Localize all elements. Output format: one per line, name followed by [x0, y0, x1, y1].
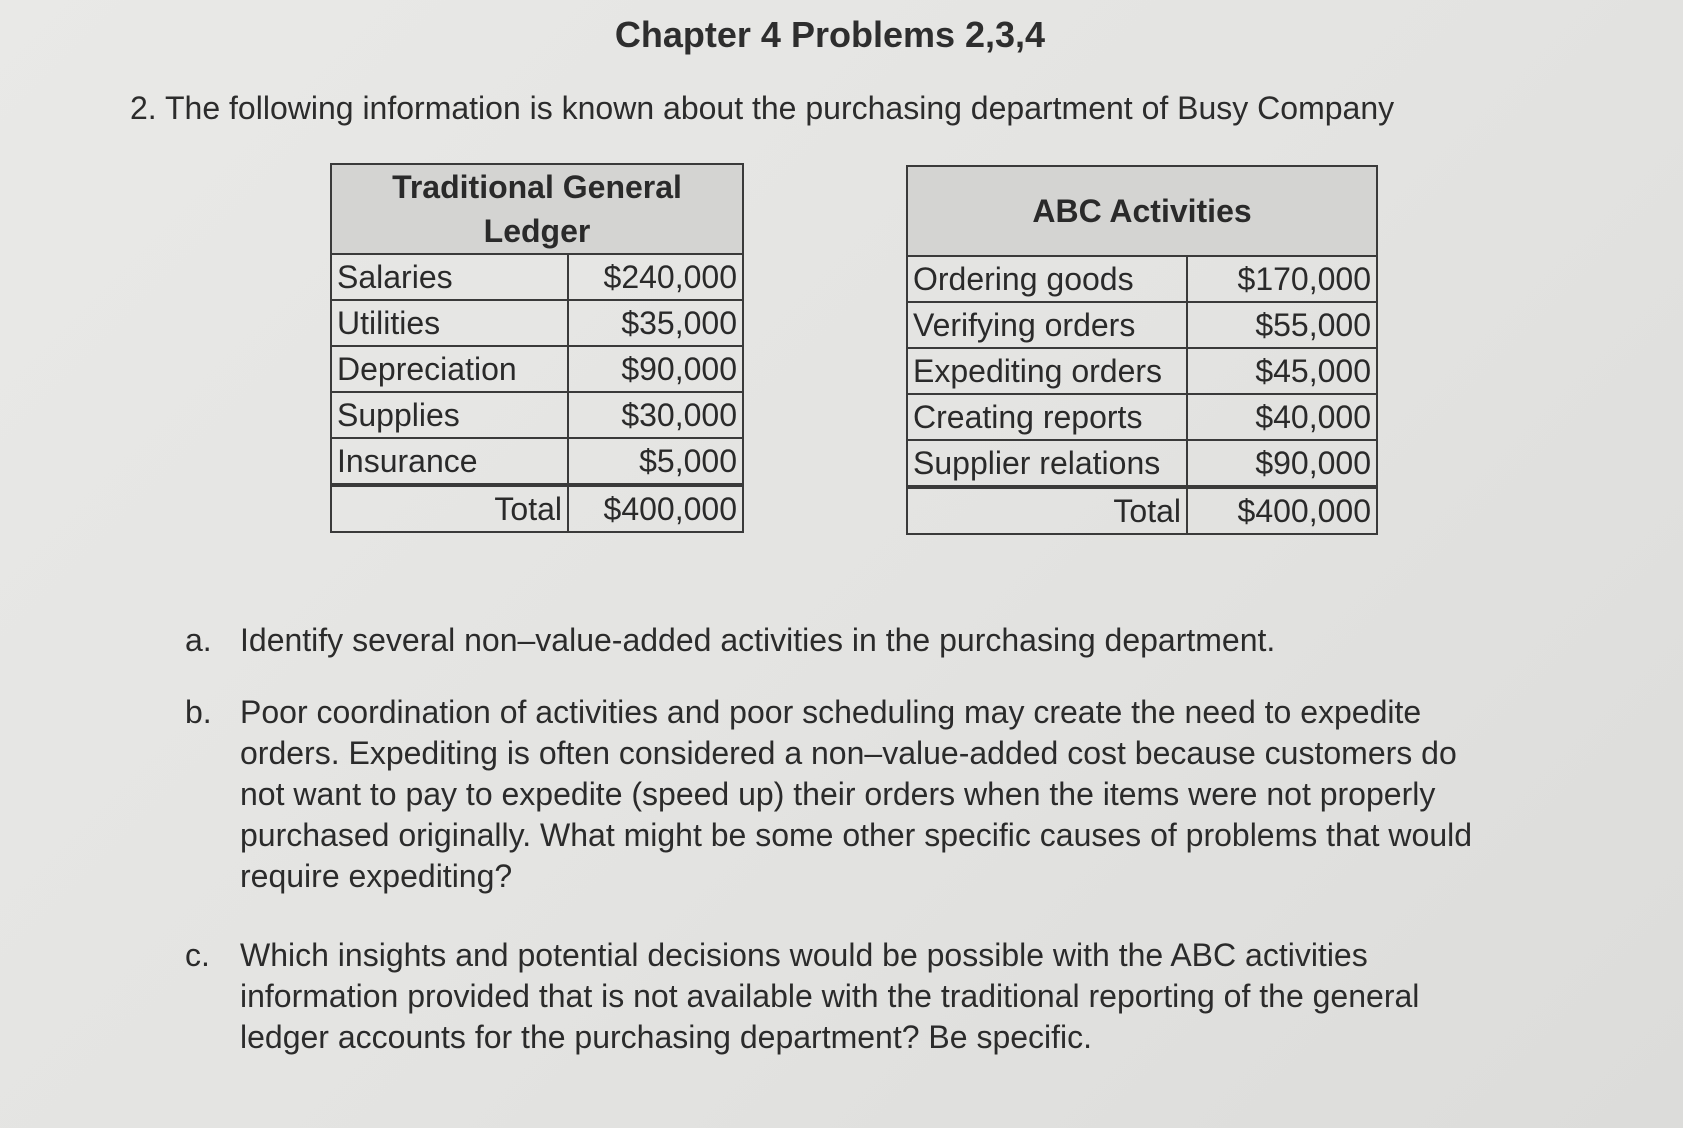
account-name: Insurance	[331, 438, 568, 485]
general-ledger-header-row	[331, 164, 743, 254]
account-name: Supplies	[331, 392, 568, 438]
account-name: Salaries	[331, 254, 568, 300]
activity-amount: $170,000	[1187, 256, 1377, 302]
question-a	[185, 620, 1585, 665]
abc-activities-table	[906, 165, 1378, 535]
activity-amount: $90,000	[1187, 440, 1377, 487]
table-row	[331, 392, 743, 438]
activity-name: Expediting orders	[907, 348, 1187, 394]
total-row	[331, 485, 743, 532]
question-letter: a.	[185, 622, 212, 658]
table-row	[907, 440, 1377, 487]
total-label: Total	[907, 487, 1187, 534]
table-row	[331, 438, 743, 485]
question-text: Which insights and potential decisions would be possible with the ABC activities information provided that is not available with the traditional reporting of the general ledger accounts for the purchasing department? Be specific.	[240, 937, 1420, 1055]
abc-activities-header: ABC Activities	[907, 166, 1377, 256]
general-ledger-header: Traditional General Ledger	[331, 164, 743, 254]
total-amount: $400,000	[1187, 487, 1377, 534]
table-row	[331, 346, 743, 392]
activity-amount: $45,000	[1187, 348, 1377, 394]
question-text: Poor coordination of activities and poor scheduling may create the need to expedite orders. Expediting is often considered a non–value-added cost because customers do not want to pay to expedite (speed up) their orders when the items were not properly purchased originally. What might be some other specific causes of problems that would require expediting?	[240, 694, 1473, 894]
abc-activities-header-row	[907, 166, 1377, 256]
general-ledger-table	[330, 163, 744, 533]
account-amount: $35,000	[568, 300, 743, 346]
table-row	[331, 254, 743, 300]
account-amount: $30,000	[568, 392, 743, 438]
problem-intro: 2. The following information is known about the purchasing department of Busy Company	[130, 90, 1395, 126]
table-row	[907, 256, 1377, 302]
question-b	[185, 692, 1585, 912]
page-title: Chapter 4 Problems 2,3,4	[614, 14, 1046, 55]
activity-name: Creating reports	[907, 394, 1187, 440]
activity-amount: $55,000	[1187, 302, 1377, 348]
question-letter: b.	[185, 694, 212, 730]
total-label: Total	[331, 485, 568, 532]
account-amount: $90,000	[568, 346, 743, 392]
question-c	[185, 935, 1585, 1065]
account-amount: $240,000	[568, 254, 743, 300]
activity-name: Supplier relations	[907, 440, 1187, 487]
activity-amount: $40,000	[1187, 394, 1377, 440]
table-row	[907, 394, 1377, 440]
account-name: Depreciation	[331, 346, 568, 392]
total-amount: $400,000	[568, 485, 743, 532]
activity-name: Ordering goods	[907, 256, 1187, 302]
table-row	[907, 348, 1377, 394]
question-text: Identify several non–value-added activities in the purchasing department.	[240, 622, 1276, 658]
activity-name: Verifying orders	[907, 302, 1187, 348]
table-row	[907, 302, 1377, 348]
table-row	[331, 300, 743, 346]
account-amount: $5,000	[568, 438, 743, 485]
account-name: Utilities	[331, 300, 568, 346]
total-row	[907, 487, 1377, 534]
question-letter: c.	[185, 937, 210, 973]
